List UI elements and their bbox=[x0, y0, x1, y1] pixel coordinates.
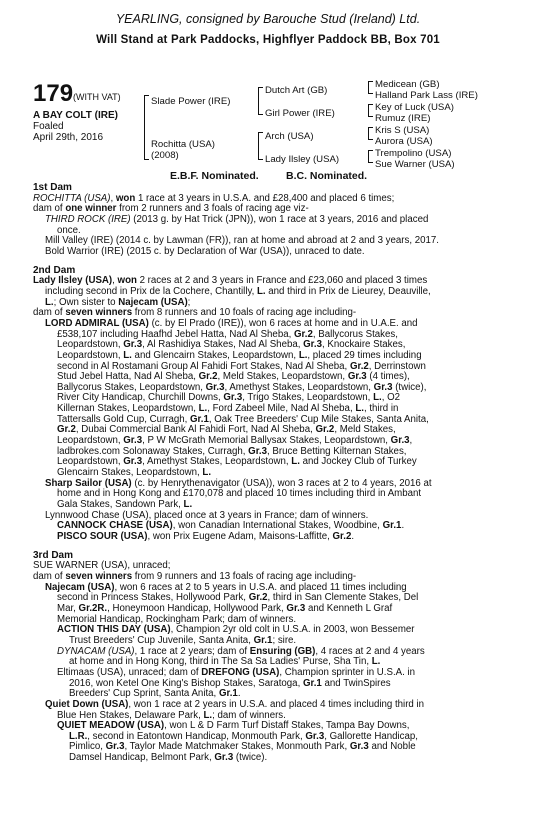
pedigree-line: Najecam (USA), won 6 races at 2 to 5 years in U.S.A. and placed 11 times including bbox=[45, 581, 407, 593]
pedigree-g8: Sue Warner (USA) bbox=[375, 159, 455, 170]
pedigree-line: L.; Own sister to Najecam (USA); bbox=[45, 296, 191, 308]
pedigree-line: ACTION THIS DAY (USA), Champion 2yr old colt in U.S.A. in 2003, won Bessemer bbox=[57, 624, 415, 636]
pedigree-line: CANNOCK CHASE (USA), won Canadian International Stakes, Woodbine, Gr.1. bbox=[57, 520, 405, 532]
pedigree-line: Stud Jebel Hatta, Nad Al Sheba, Gr.2, Meld Stakes, Leopardstown, Gr.3 (4 times), bbox=[57, 371, 410, 383]
pedigree-line: at home and in Hong Kong, third in The Sa Sa Ladies' Purse, Sha Tin, L. bbox=[69, 656, 381, 668]
pedigree-line: Damsel Handicap, Belmont Park, Gr.3 (twice). bbox=[69, 752, 268, 764]
bc-nomination: B.C. Nominated. bbox=[286, 170, 368, 182]
pedigree-line: £538,107 including Haafhd Jebel Hatta, Nad Al Sheba, Gr.2, Ballycorus Stakes, bbox=[57, 328, 398, 340]
pedigree-line: Blue Hen Stakes, Delaware Park, L.; dam of winners. bbox=[57, 709, 286, 721]
pedigree-line: dam of one winner from 2 runners and 3 foals of racing age viz- bbox=[33, 203, 309, 215]
pedigree-line: ROCHITTA (USA), won 1 race at 3 years in U.S.A. and £28,400 and placed 6 times; bbox=[33, 192, 395, 204]
foaled-date: April 29th, 2016 bbox=[33, 132, 104, 143]
pedigree-sire-sire: Dutch Art (GB) bbox=[265, 85, 328, 96]
pedigree-g4: Rumuz (IRE) bbox=[375, 113, 431, 124]
pedigree-dam-dam: Lady Ilsley (USA) bbox=[265, 154, 340, 165]
pedigree-line: Lynnwood Chase (USA), placed once at 3 years in France; dam of winners. bbox=[45, 509, 369, 521]
catalogue-body bbox=[33, 183, 503, 764]
stand-location: Will Stand at Park Paddocks, Highflyer Paddock BB, Box 701 bbox=[96, 34, 440, 46]
pedigree-bracket-g78 bbox=[368, 150, 373, 163]
pedigree-line: second in Princess Stakes, Hollywood Park, Gr.2, third in San Clemente Stakes, Del bbox=[57, 592, 419, 604]
pedigree-line: Trust Breeders' Cup Juvenile, Santa Anita, Gr.1; sire. bbox=[69, 634, 297, 646]
pedigree-line: Quiet Down (USA), won 1 race at 2 years in U.S.A. and placed 4 times including third in bbox=[45, 698, 425, 710]
pedigree-line: second in Al Rostamani Group Al Fahidi Fort Stakes, Nad Al Sheba, Gr.2, Derrinstown bbox=[57, 360, 426, 372]
lot-description: A BAY COLT (IRE) bbox=[33, 110, 119, 121]
pedigree-line: Leopardstown, Gr.3, Amethyst Stakes, Leopardstown, L. and Jockey Club of Turkey bbox=[57, 456, 417, 468]
pedigree-line: Bold Warrior (IRE) (2015 c. by Declaration of War (USA)), unraced to date. bbox=[45, 245, 365, 257]
pedigree-g5: Kris S (USA) bbox=[375, 125, 430, 136]
pedigree-dam-sire: Arch (USA) bbox=[265, 131, 314, 142]
pedigree-line: Tattersalls Gold Cup, Curragh, Gr.1, Oak Tree Breeders' Cup Mile Stakes, Santa Anita, bbox=[57, 413, 429, 425]
pedigree-g2: Halland Park Lass (IRE) bbox=[375, 90, 478, 101]
pedigree-line: Memorial Handicap, Rockingham Park; dam of winners. bbox=[57, 613, 297, 625]
pedigree-line: including second in Prix de la Cochere, Chantilly, L. and third in Prix de Lieurey, Deauville, bbox=[45, 285, 431, 297]
pedigree-g3: Key of Luck (USA) bbox=[375, 102, 454, 113]
pedigree-g1: Medicean (GB) bbox=[375, 79, 440, 90]
first-dam-section bbox=[33, 194, 503, 258]
pedigree-dam: Rochitta (USA) bbox=[151, 139, 215, 150]
pedigree-line: Leopardstown, L. and Glencairn Stakes, Leopardstown, L., placed 29 times including bbox=[57, 349, 422, 361]
second-dam-title: 2nd Dam bbox=[33, 264, 76, 276]
pedigree-bracket-g12 bbox=[368, 81, 373, 94]
pedigree-line: LORD ADMIRAL (USA) (c. by El Prado (IRE)), won 6 races at home and in U.A.E. and bbox=[45, 317, 418, 329]
pedigree-line: SUE WARNER (USA), unraced; bbox=[33, 560, 171, 572]
pedigree-dam-year: (2008) bbox=[151, 150, 179, 161]
pedigree-line: QUIET MEADOW (USA), won L & D Farm Turf Distaff Stakes, Tampa Bay Downs, bbox=[57, 720, 410, 732]
pedigree-bracket-dam bbox=[258, 132, 263, 160]
pedigree-bracket-main bbox=[144, 95, 149, 160]
pedigree-line: Glencairn Stakes, Leopardstown, L. bbox=[57, 467, 212, 479]
pedigree-line: Gr.2, Dubai Commercial Bank Al Fahidi Fort, Nad Al Sheba, Gr.2, Meld Stakes, bbox=[57, 424, 396, 436]
pedigree-line: Lady Ilsley (USA), won 2 races at 2 and 3 years in France and £23,060 and placed 3 times bbox=[33, 275, 428, 287]
pedigree-line: PISCO SOUR (USA), won Prix Eugene Adam, Maisons-Laffitte, Gr.2. bbox=[57, 531, 355, 542]
pedigree-line: Killernan Stakes, Leopardstown, L., Ford Zabeel Mile, Nad Al Sheba, L., third in bbox=[57, 403, 399, 415]
pedigree-line: DYNACAM (USA), 1 race at 2 years; dam of Ensuring (GB), 4 races at 2 and 4 years bbox=[57, 645, 425, 657]
pedigree-bracket-g34 bbox=[368, 104, 373, 117]
third-dam-title: 3rd Dam bbox=[33, 549, 74, 561]
pedigree-line: Mill Valley (IRE) (2014 c. by Lawman (FR)), ran at home and abroad at 2 and 3 years, 2017. bbox=[45, 235, 439, 247]
pedigree-line: Leopardstown, Gr.3, P W McGrath Memorial Ballysax Stakes, Leopardstown, Gr.3, bbox=[57, 435, 413, 447]
third-dam-section bbox=[33, 561, 503, 763]
pedigree-line: dam of seven winners from 8 runners and 10 foals of racing age including- bbox=[33, 307, 357, 319]
pedigree-sire-dam: Girl Power (IRE) bbox=[265, 108, 335, 119]
pedigree-line: 2016, won Ketel One King's Bishop Stakes, Saratoga, Gr.1 and TwinSpires bbox=[69, 677, 391, 689]
pedigree-line: Breeders' Cup Sprint, Santa Anita, Gr.1. bbox=[69, 688, 241, 700]
pedigree-line: River City Handicap, Churchill Downs, Gr.3, Trigo Stakes, Leopardstown, L., O2 bbox=[57, 392, 400, 404]
pedigree-line: Pimlico, Gr.3, Taylor Made Matchmaker Stakes, Monmouth Park, Gr.3 and Noble bbox=[69, 741, 416, 753]
pedigree-sire: Slade Power (IRE) bbox=[151, 96, 231, 107]
pedigree-line: Ballycorus Stakes, Leopardstown, Gr.3, Amethyst Stakes, Leopardstown, Gr.3 (twice), bbox=[57, 381, 427, 393]
pedigree-line: Sharp Sailor (USA) (c. by Henrythenavigator (USA)), won 3 races at 2 to 4 years, 2016 at bbox=[45, 477, 432, 489]
second-dam-section bbox=[33, 276, 503, 542]
pedigree-line: Mar, Gr.2R., Honeymoon Handicap, Hollywood Park, Gr.3 and Kenneth L Graf bbox=[57, 602, 393, 614]
pedigree-line: Leopardstown, Gr.3, Al Rashidiya Stakes, Nad Al Sheba, Gr.3, Knockaire Stakes, bbox=[57, 339, 406, 351]
pedigree-line: ladbrokes.com Solonaway Stakes, Curragh, Gr.3, Bruce Betting Kilternan Stakes, bbox=[57, 445, 407, 457]
pedigree-g7: Trempolino (USA) bbox=[375, 148, 452, 159]
first-dam-title: 1st Dam bbox=[33, 182, 72, 193]
pedigree-line: once. bbox=[57, 224, 81, 236]
pedigree-line: THIRD ROCK (IRE) (2013 g. by Hat Trick (JPN)), won 1 race at 3 years, 2016 and placed bbox=[45, 213, 429, 225]
pedigree-line: Gala Stakes, Sandown Park, L. bbox=[57, 499, 193, 511]
pedigree-bracket-g56 bbox=[368, 127, 373, 140]
pedigree-bracket-sire bbox=[258, 87, 263, 115]
pedigree-line: L.R., second in Eatontown Handicap, Monmouth Park, Gr.3, Gallorette Handicap, bbox=[69, 730, 418, 742]
vat-note: (WITH VAT) bbox=[73, 92, 121, 102]
pedigree-line: Eltimaas (USA), unraced; dam of DREFONG (USA), Champion sprinter in U.S.A. in bbox=[57, 666, 416, 678]
ebf-nomination: E.B.F. Nominated. bbox=[170, 170, 259, 182]
pedigree-line: home and in Hong Kong and £170,078 and placed 10 times including third in Ambant bbox=[57, 488, 422, 500]
foaled-label: Foaled bbox=[33, 121, 64, 132]
pedigree-line: dam of seven winners from 9 runners and 13 foals of racing age including- bbox=[33, 570, 357, 582]
lot-number: 179 bbox=[33, 80, 74, 107]
pedigree-g6: Aurora (USA) bbox=[375, 136, 433, 147]
consignment-heading: YEARLING, consigned by Barouche Stud (Ireland) Ltd. bbox=[115, 12, 421, 26]
